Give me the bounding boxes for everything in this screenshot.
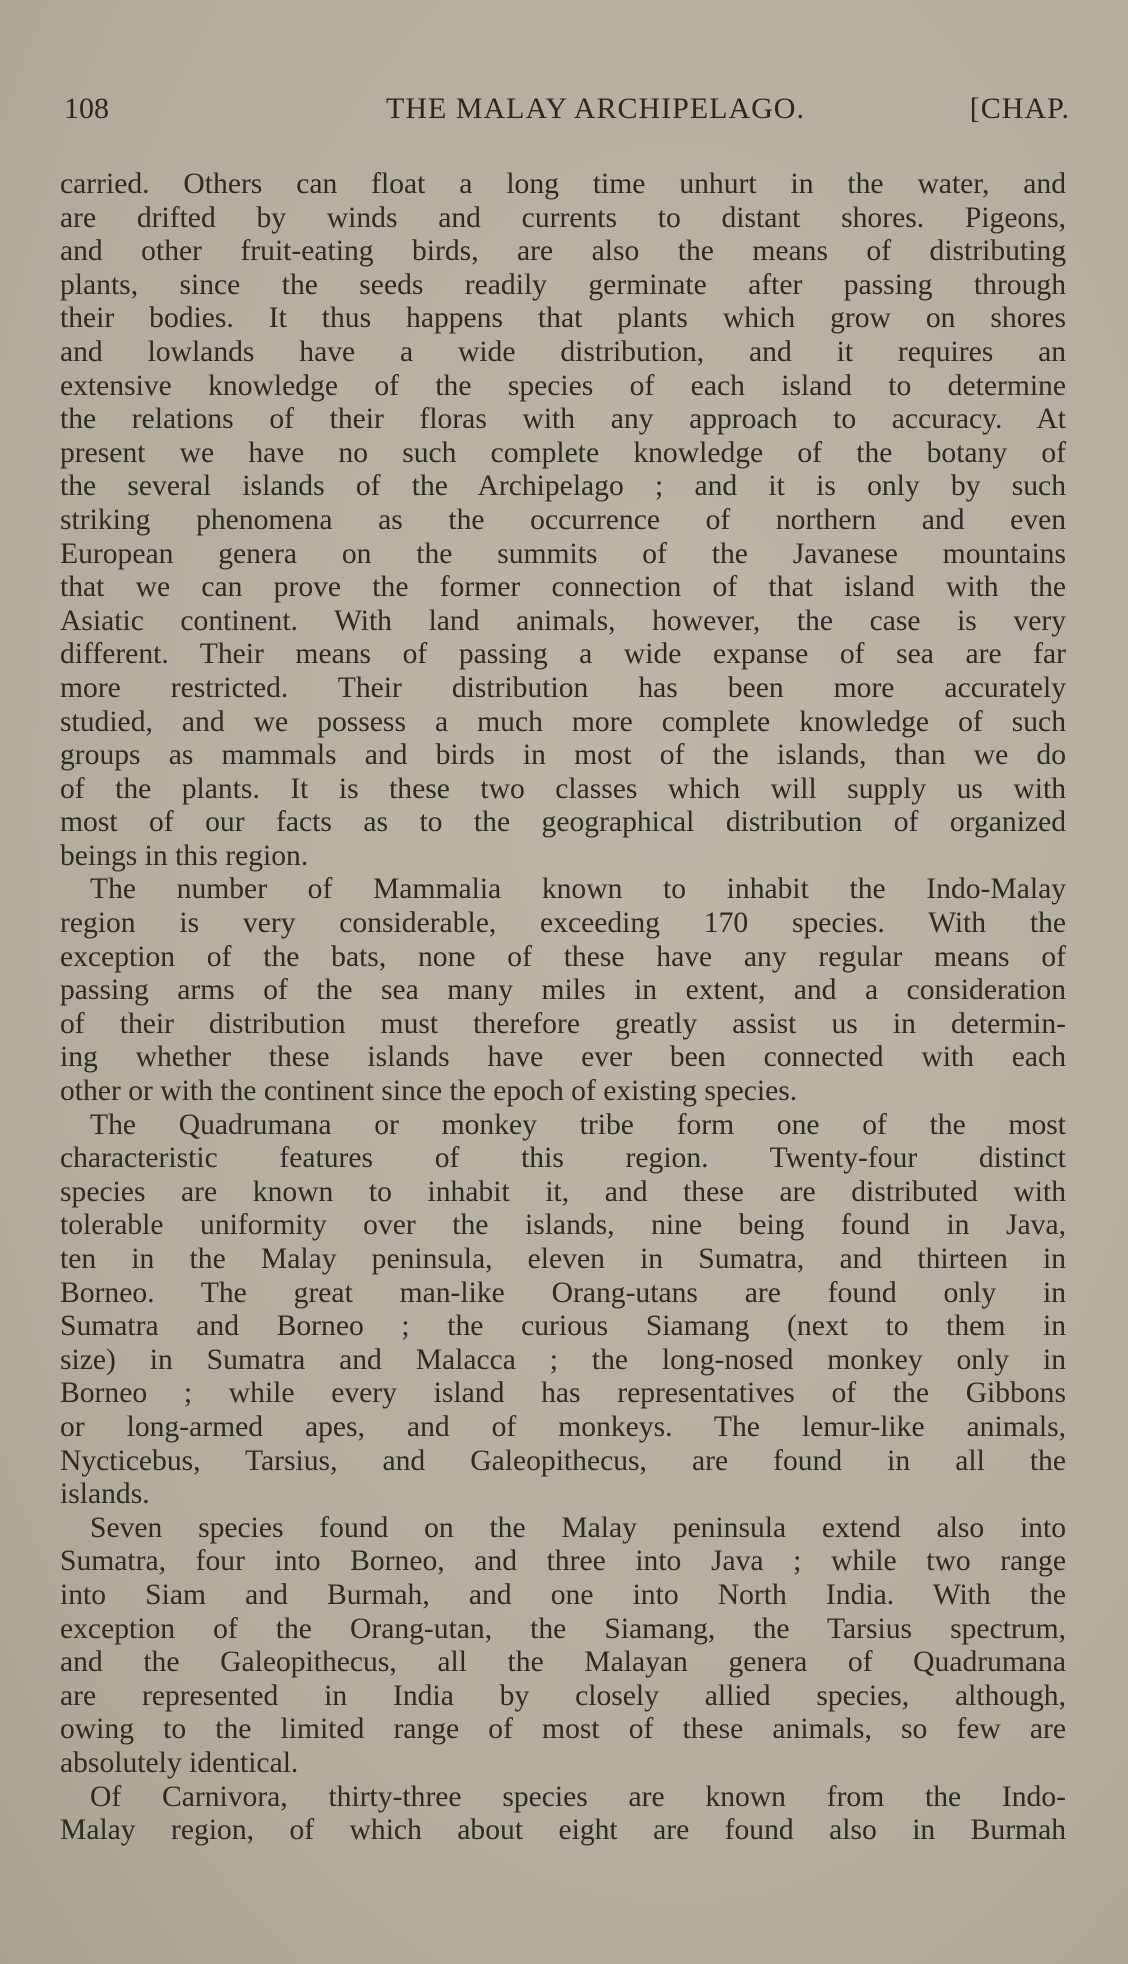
text-line: and the Galeopithecus, all the Malayan genera of Quadrumana (60, 1646, 1066, 1679)
text-line: different. Their means of passing a wide expanse of sea are far (60, 638, 1066, 671)
paragraph-start-line: Seven species found on the Malay peninsula extend also into (90, 1511, 1066, 1544)
text-line: of their distribution must therefore greatly assist us in determin- (60, 1007, 1066, 1040)
text-line: extensive knowledge of the species of each island to determine (60, 369, 1066, 402)
text-line: the relations of their floras with any approach to accuracy. At (60, 403, 1066, 436)
text-line: Asiatic continent. With land animals, however, the case is very (60, 604, 1066, 637)
text-line: the several islands of the Archipelago ; and it is only by such (60, 470, 1066, 503)
page-header (64, 92, 1070, 142)
text-line: tolerable uniformity over the islands, nine being found in Java, (60, 1209, 1066, 1242)
text-line: groups as mammals and birds in most of the islands, than we do (60, 739, 1066, 772)
text-line: more restricted. Their distribution has been more accurately (60, 671, 1066, 704)
text-line: region is very considerable, exceeding 170 species. With the (60, 907, 1066, 940)
text-line: are drifted by winds and currents to distant shores. Pigeons, (60, 201, 1066, 234)
paragraph-start-line: The number of Mammalia known to inhabit the Indo-Malay (90, 873, 1066, 906)
running-title: THE MALAY ARCHIPELAGO. (386, 92, 805, 125)
text-line: Sumatra, four into Borneo, and three into Java ; while two range (60, 1545, 1066, 1578)
paragraph-start-line: The Quadrumana or monkey tribe form one of the most (90, 1108, 1066, 1141)
text-line: present we have no such complete knowledge of the botany of (60, 436, 1066, 469)
text-line: studied, and we possess a much more complete knowledge of such (60, 705, 1066, 738)
text-line: passing arms of the sea many miles in extent, and a consideration (60, 974, 1066, 1007)
text-line: that we can prove the former connection of that island with the (60, 571, 1066, 604)
text-line: plants, since the seeds readily germinate after passing through (60, 268, 1066, 301)
text-line: Nycticebus, Tarsius, and Galeopithecus, are found in all the (60, 1444, 1066, 1477)
text-line: owing to the limited range of most of these animals, so few are (60, 1713, 1066, 1746)
paragraph-start-line: Of Carnivora, thirty-three species are known from the Indo- (90, 1780, 1066, 1813)
text-line: European genera on the summits of the Javanese mountains (60, 537, 1066, 570)
text-line: ten in the Malay peninsula, eleven in Sumatra, and thirteen in (60, 1243, 1066, 1275)
text-line: into Siam and Burmah, and one into North India. With the (60, 1578, 1066, 1611)
text-line: absolutely identical. (60, 1746, 299, 1779)
text-line: species are known to inhabit it, and these are distributed with (60, 1175, 1066, 1208)
text-line: and other fruit-eating birds, are also the means of distributing (60, 235, 1066, 268)
text-line: Borneo. The great man-like Orang-utans are found only in (60, 1276, 1066, 1309)
text-line: Malay region, of which about eight are found also in Burmah (60, 1814, 1066, 1847)
text-line: size) in Sumatra and Malacca ; the long-nosed monkey only in (60, 1343, 1066, 1376)
text-line: or long-armed apes, and of monkeys. The lemur-like animals, (60, 1410, 1066, 1443)
text-line: are represented in India by closely allied species, although, (60, 1679, 1066, 1712)
text-line: ing whether these islands have ever been connected with each (60, 1041, 1066, 1074)
text-line: islands. (60, 1478, 150, 1511)
text-line: their bodies. It thus happens that plants which grow on shores (60, 302, 1066, 335)
text-line: of the plants. It is these two classes which will supply us with (60, 772, 1066, 805)
body-text (60, 168, 1066, 1848)
chapter-marker: [CHAP. (969, 92, 1070, 125)
text-line: exception of the Orang-utan, the Siamang, the Tarsius spectrum, (60, 1612, 1066, 1645)
text-line: characteristic features of this region. Twenty-four distinct (60, 1142, 1066, 1175)
text-line: and lowlands have a wide distribution, and it requires an (60, 335, 1066, 368)
text-line: striking phenomena as the occurrence of northern and even (60, 503, 1066, 536)
text-line: most of our facts as to the geographical distribution of organized (60, 806, 1066, 839)
text-line: Borneo ; while every island has representatives of the Gibbons (60, 1377, 1066, 1410)
text-line: beings in this region. (60, 839, 309, 872)
text-line: other or with the continent since the epoch of existing species. (60, 1075, 798, 1108)
text-line: carried. Others can float a long time unhurt in the water, and (60, 168, 1066, 200)
text-line: exception of the bats, none of these have any regular means of (60, 940, 1066, 973)
text-line: Sumatra and Borneo ; the curious Siamang (next to them in (60, 1310, 1066, 1343)
page-number: 108 (64, 92, 109, 125)
